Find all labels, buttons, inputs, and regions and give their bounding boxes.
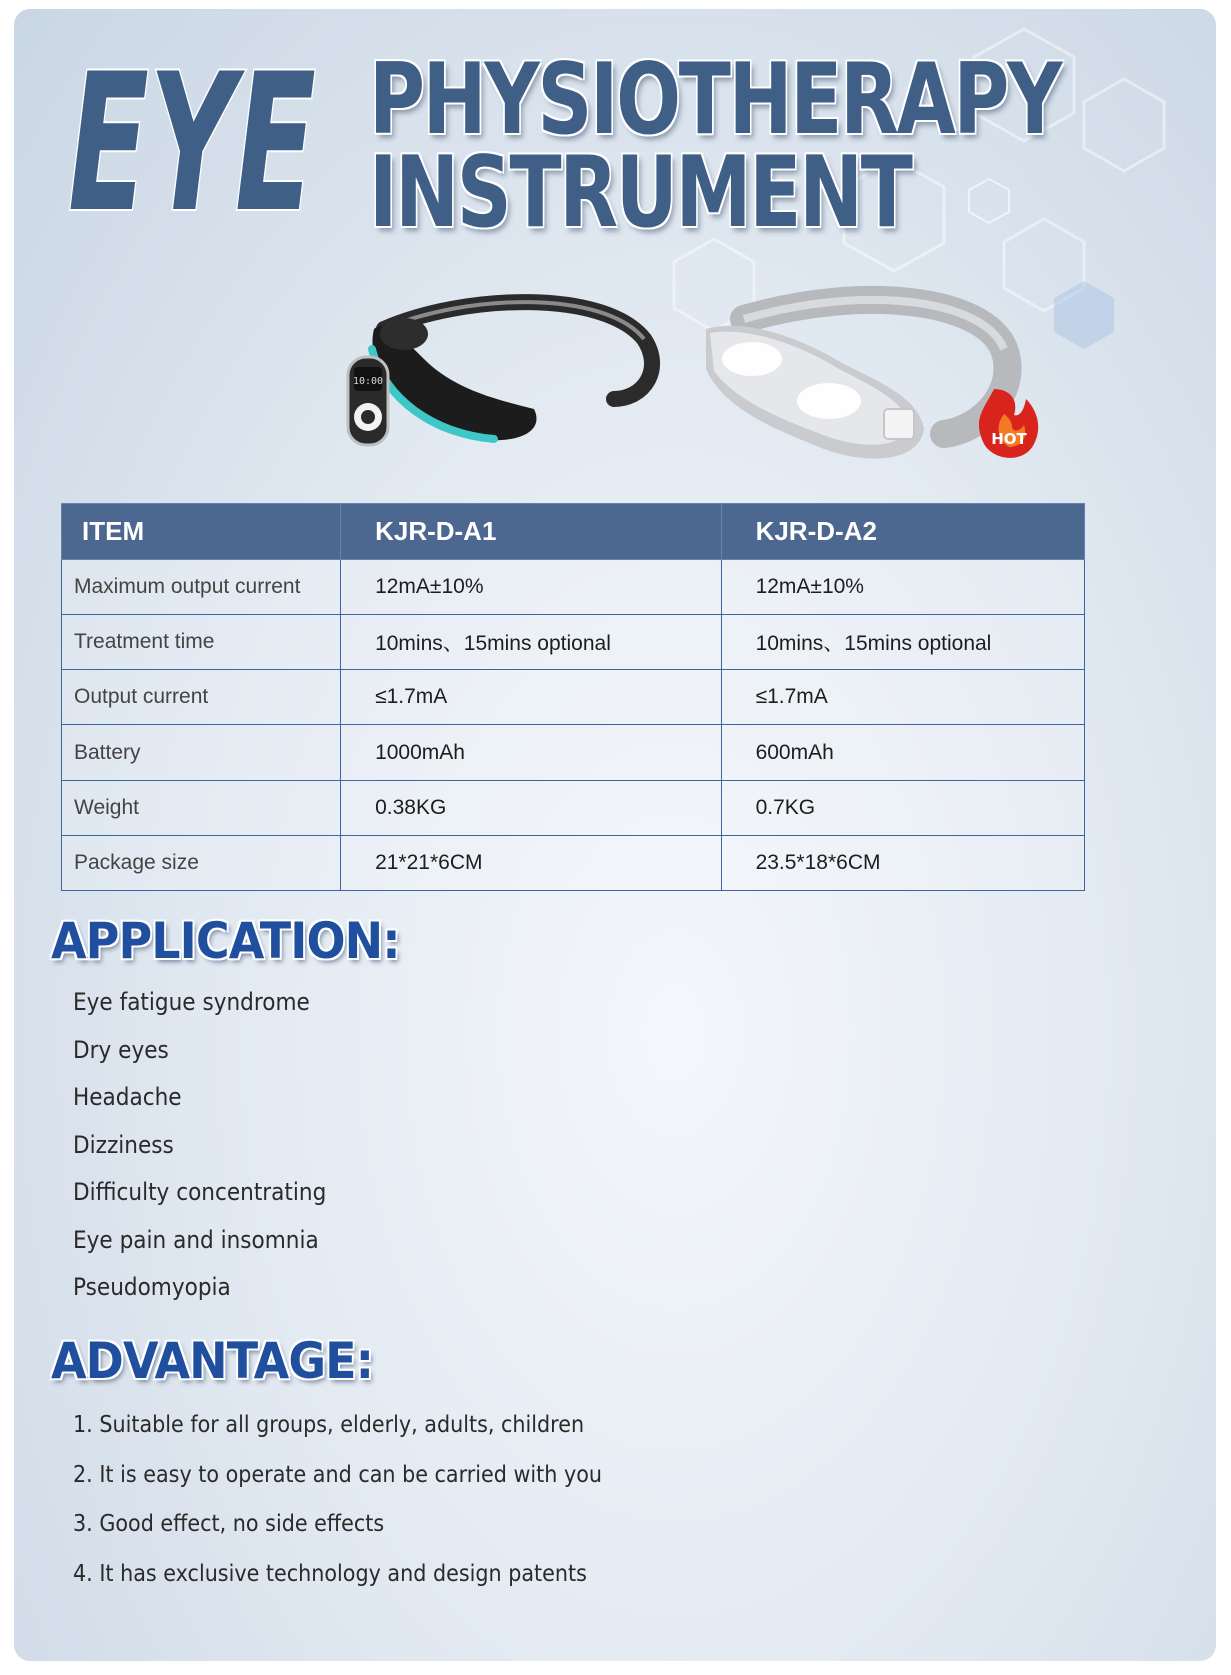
list-item: 3. Good effect, no side effects <box>73 1511 385 1537</box>
list-item: Eye pain and insomnia <box>73 1225 319 1254</box>
cell-a1: 1000mAh <box>341 725 721 780</box>
cell-a1: 0.38KG <box>341 780 721 835</box>
title-eye <box>62 33 322 254</box>
device-kjr-d-a1-image <box>348 302 652 445</box>
table-row <box>62 670 1085 725</box>
product-images <box>344 289 1084 499</box>
list-item: Dry eyes <box>73 1035 169 1064</box>
device-kjr-d-a2-image <box>706 300 1038 459</box>
list-item: 4. It has exclusive technology and design patents <box>73 1560 587 1587</box>
title-physiotherapy: PHYSIOTHERAPY <box>369 43 1061 157</box>
row-label: Treatment time <box>62 615 341 670</box>
list-item: Headache <box>73 1083 182 1111</box>
row-label: Weight <box>62 780 341 835</box>
advantage-heading: ADVANTAGE: <box>51 1332 374 1390</box>
list-item: Difficulty concentrating <box>73 1178 327 1206</box>
list-item: Pseudomyopia <box>73 1273 231 1301</box>
row-label: Package size <box>62 835 341 890</box>
list-item: 2. It is easy to operate and can be carried with you <box>73 1461 603 1488</box>
svg-text:EYE: EYE <box>68 33 316 254</box>
row-label: Output current <box>62 670 341 725</box>
table-row <box>62 835 1085 890</box>
cell-a1: 10mins、15mins optional <box>341 615 721 670</box>
cell-a1: 12mA±10% <box>341 560 721 615</box>
table-row <box>62 615 1085 670</box>
list-item: 1. Suitable for all groups, elderly, adults, children <box>73 1412 585 1438</box>
specification-table <box>61 503 1085 891</box>
poster <box>14 9 1216 1661</box>
title-instrument: INSTRUMENT <box>369 136 911 250</box>
row-label: Maximum output current <box>62 560 341 615</box>
list-item: Dizziness <box>73 1130 174 1159</box>
table-header-row <box>62 504 1085 560</box>
list-item: Eye fatigue syndrome <box>73 988 310 1016</box>
cell-a2: 12mA±10% <box>721 560 1084 615</box>
table-row <box>62 560 1085 615</box>
cell-a1: 21*21*6CM <box>341 835 721 890</box>
table-row <box>62 725 1085 780</box>
application-heading: APPLICATION: <box>51 912 400 970</box>
table-row <box>62 780 1085 835</box>
header-kjr-d-a1: KJR-D-A1 <box>341 504 721 560</box>
advantage-list <box>73 1401 661 1599</box>
row-label: Battery <box>62 725 341 780</box>
header-item: ITEM <box>62 504 341 560</box>
hot-badge: HOT <box>991 430 1027 448</box>
cell-a2: 600mAh <box>721 725 1084 780</box>
svg-text:10:00: 10:00 <box>352 376 384 387</box>
cell-a2: 0.7KG <box>721 780 1084 835</box>
header-kjr-d-a2: KJR-D-A2 <box>721 504 1084 560</box>
cell-a2: 23.5*18*6CM <box>721 835 1084 890</box>
cell-a2: ≤1.7mA <box>721 670 1084 725</box>
application-list <box>73 979 354 1312</box>
cell-a2: 10mins、15mins optional <box>721 615 1084 670</box>
cell-a1: ≤1.7mA <box>341 670 721 725</box>
